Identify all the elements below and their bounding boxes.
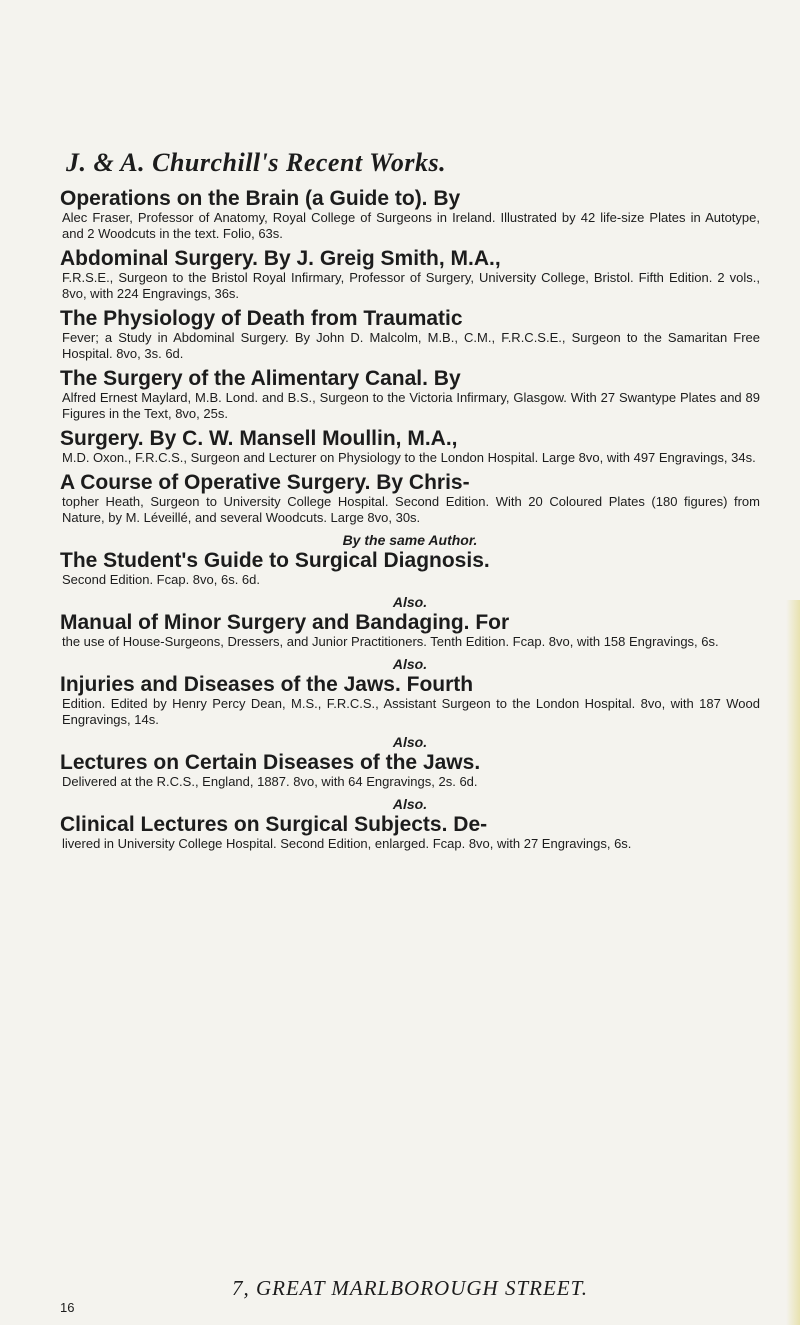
book-description: Delivered at the R.C.S., England, 1887. 8vo, with 64 Engravings, 2s. 6d. <box>62 774 478 789</box>
book-entry <box>60 188 760 242</box>
book-title: Manual of Minor Surgery and Bandaging. For <box>60 611 510 634</box>
book-description: M.D. Oxon., F.R.C.S., Surgeon and Lecturer on Physiology to the London Hospital. Large 8vo, with 497 Engravings, 34s. <box>62 450 756 465</box>
book-entry <box>60 814 760 852</box>
book-entry <box>60 428 760 466</box>
book-title: The Physiology of Death from Traumatic <box>60 307 463 330</box>
book-description: topher Heath, Surgeon to University College Hospital. Second Edition. With 20 Coloured Plates (180 figures) from Nature, by M. Léveillé, and several Woodcuts. Large 8vo, 30s. <box>62 494 760 525</box>
section-subheading: By the same Author. <box>342 532 478 548</box>
book-description: Fever; a Study in Abdominal Surgery. By John D. Malcolm, M.B., C.M., F.R.C.S.E., Surgeon to the Samaritan Free Hospital. 8vo, 3s. 6d. <box>62 330 760 361</box>
book-title: The Student's Guide to Surgical Diagnosis. <box>60 549 490 572</box>
book-description: Alfred Ernest Maylard, M.B. Lond. and B.S., Surgeon to the Victoria Infirmary, Glasgow. With 27 Swantype Plates and 89 Figures in the Text, 8vo, 25s. <box>62 390 760 421</box>
book-description: F.R.S.E., Surgeon to the Bristol Royal Infirmary, Professor of Surgery, University College, Bristol. Fifth Edition. 2 vols., 8vo, with 224 Engravings, 36s. <box>62 270 760 301</box>
book-description: the use of House-Surgeons, Dressers, and Junior Practitioners. Tenth Edition. Fcap. 8vo, with 158 Engravings, 6s. <box>62 634 719 649</box>
book-description: livered in University College Hospital. Second Edition, enlarged. Fcap. 8vo, with 27 Engravings, 6s. <box>62 836 632 851</box>
section-subheading: Also. <box>392 594 428 610</box>
page-number: 16 <box>60 1300 75 1315</box>
book-entry <box>60 674 760 728</box>
book-title: Operations on the Brain (a Guide to). By <box>60 187 461 210</box>
section-subheading: Also. <box>392 796 428 812</box>
book-entry <box>60 368 760 422</box>
book-description: Second Edition. Fcap. 8vo, 6s. 6d. <box>62 572 261 587</box>
book-title: Surgery. By C. W. Mansell Moullin, M.A., <box>60 427 458 450</box>
book-entry <box>60 752 760 790</box>
book-title: A Course of Operative Surgery. By Chris- <box>60 471 470 494</box>
page-edge <box>786 600 800 1325</box>
page-footer <box>60 1276 760 1315</box>
book-description: Edition. Edited by Henry Percy Dean, M.S., F.R.C.S., Assistant Surgeon to the London Hospital. 8vo, with 187 Wood Engravings, 14s. <box>62 696 760 727</box>
book-entry <box>60 612 760 650</box>
running-head: J. & A. Churchill's Recent Works. <box>66 148 447 177</box>
book-entry <box>60 550 760 588</box>
section-subheading: Also. <box>392 656 428 672</box>
book-title: The Surgery of the Alimentary Canal. By <box>60 367 461 390</box>
section-subheading: Also. <box>392 734 428 750</box>
book-entry <box>60 248 760 302</box>
book-entry <box>60 472 760 526</box>
book-title: Lectures on Certain Diseases of the Jaws. <box>60 751 481 774</box>
book-entry <box>60 308 760 362</box>
book-title: Injuries and Diseases of the Jaws. Fourth <box>60 673 474 696</box>
book-title: Abdominal Surgery. By J. Greig Smith, M.A., <box>60 247 501 270</box>
entries-list <box>60 188 760 858</box>
publisher-address: 7, GREAT MARLBOROUGH STREET. <box>231 1276 588 1300</box>
book-title: Clinical Lectures on Surgical Subjects. De- <box>60 813 488 836</box>
book-description: Alec Fraser, Professor of Anatomy, Royal College of Surgeons in Ireland. Illustrated by 42 life-size Plates in Autotype, and 2 Woodcuts in the text. Folio, 63s. <box>62 210 760 241</box>
